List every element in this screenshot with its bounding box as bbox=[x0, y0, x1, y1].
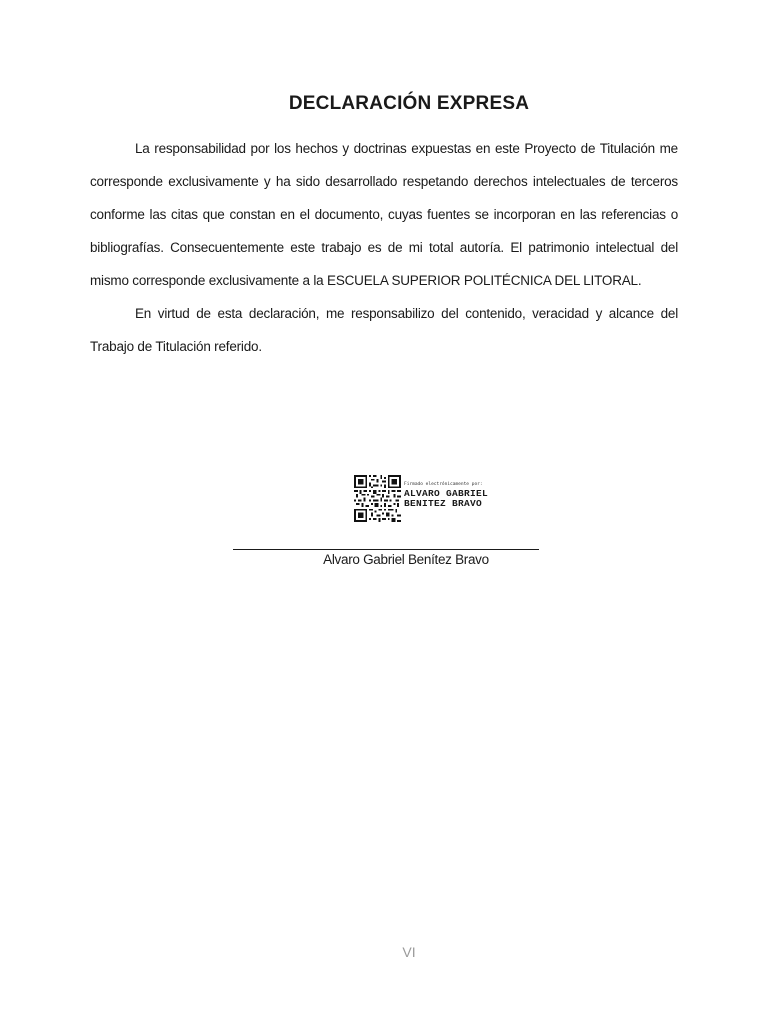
digital-signature-stamp bbox=[354, 475, 554, 527]
signer-name-line: BENITEZ BRAVO bbox=[404, 498, 483, 509]
page-number: VI bbox=[402, 944, 416, 960]
signer-name bbox=[404, 489, 514, 509]
declaration-paragraph: La responsabilidad por los hechos y doctrinas expuestas en este Proyecto de Titulación me corresponde exclusivamente y ha sido desarrollado respetando derechos intelectuales de terceros conforme las citas que constan en el documento, cuyas fuentes se incorporan en las referencias o bibliografías. Consecuentemente este trabajo es de mi total autoría. El patrimonio intelectual del mismo corresponde exclusivamente a la ESCUELA SUPERIOR POLITÉCNICA DEL LITORAL. bbox=[90, 141, 678, 288]
document-title: DECLARACIÓN EXPRESA bbox=[288, 93, 530, 114]
signature-line bbox=[233, 549, 539, 550]
qr-code-icon bbox=[354, 475, 401, 522]
declaration-body bbox=[90, 132, 678, 363]
signer-name-line: ALVARO GABRIEL bbox=[404, 488, 489, 499]
declaration-paragraph: En virtud de esta declaración, me responsabilizo del contenido, veracidad y alcance del Trabajo de Titulación referido. bbox=[90, 306, 678, 354]
signature-caption: Firmado electrónicamente por: bbox=[404, 482, 483, 487]
printed-signer-name: Alvaro Gabriel Benítez Bravo bbox=[323, 552, 489, 567]
